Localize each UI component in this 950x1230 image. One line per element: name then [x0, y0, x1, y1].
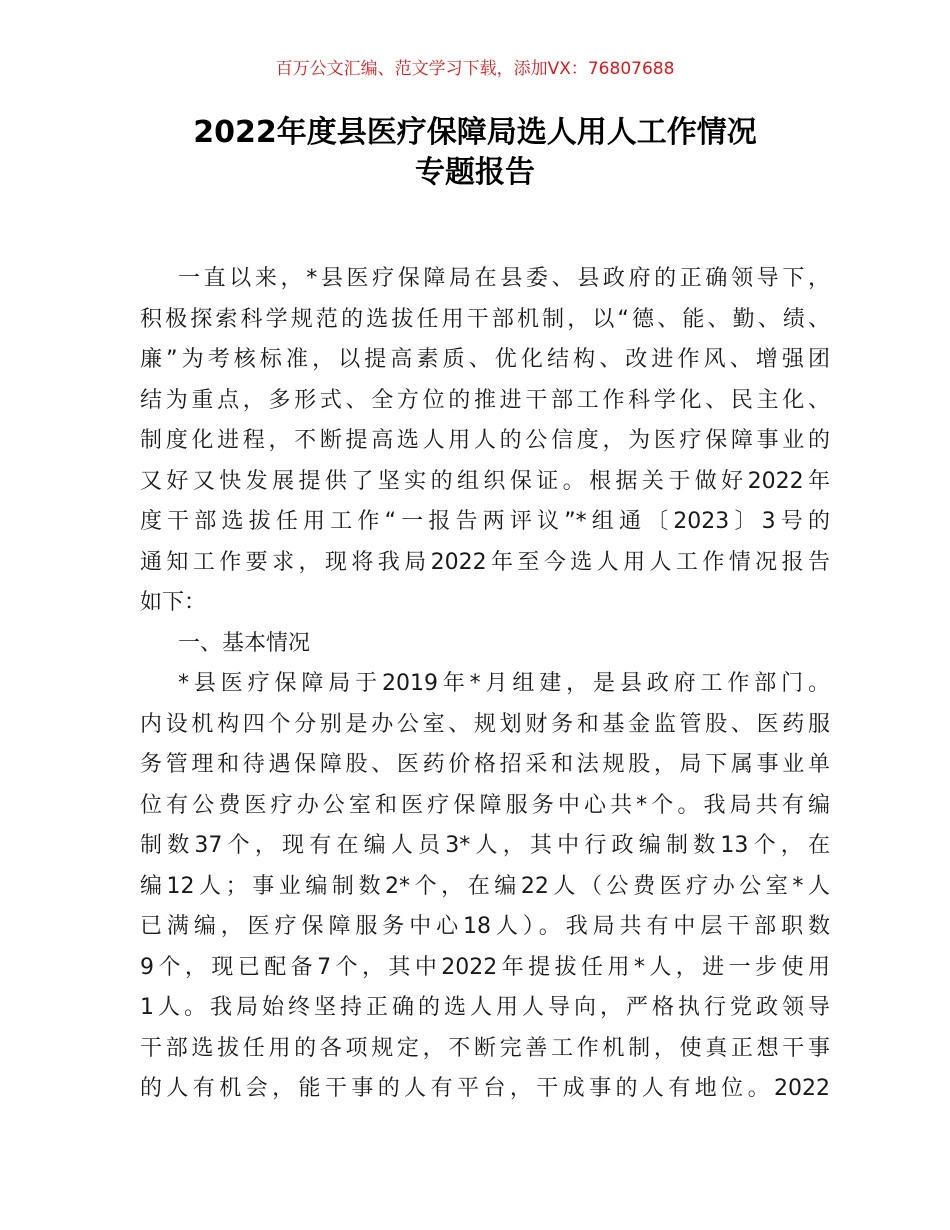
body-line: *县医疗保障局于2019年*月组建，是县政府工作部门。 [178, 671, 830, 696]
body-line: 务管理和待遇保障股、医药价格招采和法规股，局下属事业单 [140, 752, 830, 777]
header-watermark-note: 百万公文汇编、范文学习下载，添加VX：76807688 [275, 59, 675, 79]
body-line: 位有公费医疗办公室和医疗保障服务中心共*个。我局共有编 [140, 792, 830, 818]
title-line-1: 2022年度县医疗保障局选人用人工作情况 [193, 115, 757, 150]
body-line: 通知工作要求，现将我局2022年至今选人用人工作情况报告 [140, 549, 830, 575]
body-line: 度干部选拔任用工作“一报告两评议”*组通〔2023〕3号的 [140, 509, 830, 534]
body-line: 如下： [140, 590, 207, 615]
body-line: 结为重点，多形式、全方位的推进干部工作科学化、民主化、 [140, 387, 830, 413]
body-line: 又好又快发展提供了坚实的组织保证。根据关于做好2022年 [140, 468, 830, 494]
body-line: 1人。我局始终坚持正确的选人用人导向，严格执行党政领导 [140, 995, 830, 1020]
document-body [140, 259, 830, 1110]
body-line: 的人有机会，能干事的人有平台，干成事的人有地位。2022 [140, 1076, 830, 1101]
document-title [0, 113, 950, 193]
title-line-2: 专题报告 [415, 155, 535, 190]
body-line: 廉”为考核标准，以提高素质、优化结构、改进作风、增强团 [140, 347, 830, 372]
body-line: 积极探索科学规范的选拔任用干部机制，以“德、能、勤、绩、 [140, 306, 830, 332]
body-line: 干部选拔任用的各项规定，不断完善工作机制，使真正想干事 [140, 1035, 830, 1061]
body-line: 一直以来，*县医疗保障局在县委、县政府的正确领导下， [178, 266, 830, 291]
body-line: 9个，现已配备7个，其中2022年提拔任用*人，进一步使用 [140, 954, 830, 980]
body-line: 编12人；事业编制数2*个，在编22人（公费医疗办公室*人 [140, 873, 830, 899]
body-line: 已满编，医疗保障服务中心18人）。我局共有中层干部职数 [140, 914, 830, 939]
body-line: 制度化进程，不断提高选人用人的公信度，为医疗保障事业的 [140, 428, 830, 453]
section-heading: 一、基本情况 [178, 630, 311, 656]
body-line: 制数37个，现有在编人员3*人，其中行政编制数13个，在 [140, 833, 830, 858]
body-line: 内设机构四个分别是办公室、规划财务和基金监管股、医药服 [140, 711, 830, 737]
